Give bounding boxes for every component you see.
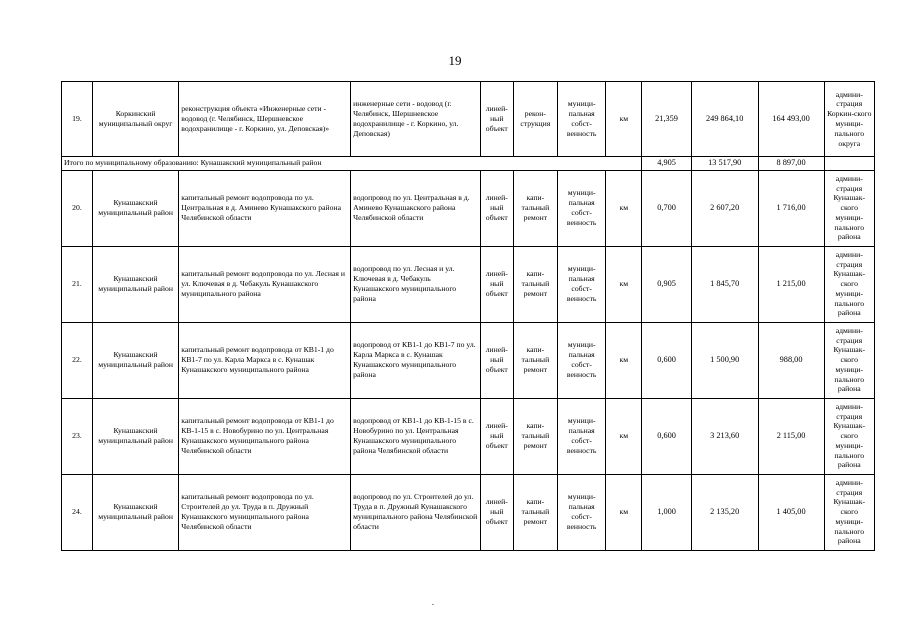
table-row-20: [62, 170, 875, 246]
cell-municipality: Кунашакский муниципальный район: [92, 322, 178, 398]
cell-funds: 1 405,00: [758, 474, 824, 550]
cell-unit: км: [606, 398, 642, 474]
cell-work-type: капи-тальный ремонт: [513, 246, 557, 322]
cell-municipality: Кунашакский муниципальный район: [92, 170, 178, 246]
table-row-22: [62, 322, 875, 398]
cell-object: инженерные сети - водовод (г. Челябинск, Шершневское водохранилище - г. Коркино, ул. Деповская): [351, 82, 481, 157]
cell-unit: км: [606, 322, 642, 398]
cell-municipality: Кунашакский муниципальный район: [92, 398, 178, 474]
cell-object-type: линей-ный объект: [480, 398, 513, 474]
cell-customer: админи-страция Кунашак-ского муници-пального района: [824, 246, 875, 322]
cell-object: водопровод от КВ1-1 до КВ1-7 по ул. Карла Маркса в с. Кунашак Кунашакского муниципального района: [351, 322, 481, 398]
cell-length: 0,700: [642, 170, 691, 246]
cell-length: 21,359: [642, 82, 691, 157]
cell-work: капитальный ремонт водопровода от КВ1-1 до КВ-1-15 в с. Новобурино по ул. Центральная Кунашакского муниципального района Челябинской области: [179, 398, 351, 474]
cell-unit: км: [606, 474, 642, 550]
total-empty-cell: [824, 157, 875, 171]
table-row-21: [62, 246, 875, 322]
cell-length: 0,600: [642, 322, 691, 398]
cell-ownership: муници-пальная собст-венность: [557, 398, 605, 474]
cell-funds: 1 716,00: [758, 170, 824, 246]
cell-object: водопровод по ул. Строителей до ул. Труда в п. Дружный Кунашакского муниципального района Челябинской области: [351, 474, 481, 550]
cell-cost: 2 607,20: [691, 170, 758, 246]
cell-work: капитальный ремонт водопровода от КВ1-1 до КВ1-7 по ул. Карла Маркса в с. Кунашак Кунашакского муниципального района: [179, 322, 351, 398]
cell-cost: 249 864,10: [691, 82, 758, 157]
cell-num: 24.: [62, 474, 93, 550]
cell-unit: км: [606, 246, 642, 322]
table-row-23: [62, 398, 875, 474]
cell-object-type: линей-ный объект: [480, 474, 513, 550]
cell-num: 23.: [62, 398, 93, 474]
cell-ownership: муници-пальная собст-венность: [557, 322, 605, 398]
cell-unit: км: [606, 170, 642, 246]
cell-num: 22.: [62, 322, 93, 398]
total-cost: 13 517,90: [691, 157, 758, 171]
cell-length: 1,000: [642, 474, 691, 550]
cell-customer: админи-страция Кунашак-ского муници-пального района: [824, 398, 875, 474]
objects-table: [61, 81, 875, 551]
table-row-19: [62, 82, 875, 157]
cell-object-type: линей-ный объект: [480, 82, 513, 157]
page-number: 19: [448, 53, 462, 68]
cell-ownership: муници-пальная собст-венность: [557, 170, 605, 246]
cell-unit: км: [606, 82, 642, 157]
table-row-total: [62, 157, 875, 171]
cell-municipality: Коркинский муниципальный округ: [92, 82, 178, 157]
cell-object-type: линей-ный объект: [480, 246, 513, 322]
cell-object: водопровод по ул. Центральная в д. Аминево Кунашакского района Челябинской области: [351, 170, 481, 246]
cell-customer: админи-страция Кунашак-ского муници-пального района: [824, 322, 875, 398]
cell-ownership: муници-пальная собст-венность: [557, 474, 605, 550]
cell-cost: 1 500,90: [691, 322, 758, 398]
cell-customer: админи-страция Кунашак-ского муници-пального района: [824, 170, 875, 246]
cell-work: реконструкция объекта «Инженерные сети - водовод (г. Челябинск, Шершневское водохранилище - г. Коркино, ул. Деповская)»: [179, 82, 351, 157]
scan-speck: [432, 604, 434, 605]
cell-object-type: линей-ный объект: [480, 322, 513, 398]
cell-customer: админи-страция Кунашак-ского муници-пального района: [824, 474, 875, 550]
cell-num: 20.: [62, 170, 93, 246]
table-row-24: [62, 474, 875, 550]
cell-funds: 1 215,00: [758, 246, 824, 322]
cell-num: 21.: [62, 246, 93, 322]
cell-municipality: Кунашакский муниципальный район: [92, 474, 178, 550]
cell-object-type: линей-ный объект: [480, 170, 513, 246]
cell-num: 19.: [62, 82, 93, 157]
cell-work-type: капи-тальный ремонт: [513, 398, 557, 474]
cell-work-type: капи-тальный ремонт: [513, 170, 557, 246]
total-funds: 8 897,00: [758, 157, 824, 171]
cell-object: водопровод от КВ1-1 до КВ-1-15 в с. Новобурино по ул. Центральная Кунашакского муниципального района Челябинской области: [351, 398, 481, 474]
cell-work-type: капи-тальный ремонт: [513, 322, 557, 398]
cell-ownership: муници-пальная собст-венность: [557, 246, 605, 322]
cell-cost: 2 135,20: [691, 474, 758, 550]
cell-work: капитальный ремонт водопровода по ул. Лесная и ул. Ключевая в д. Чебакуль Кунашакского муниципального района: [179, 246, 351, 322]
cell-length: 0,600: [642, 398, 691, 474]
cell-work: капитальный ремонт водопровода по ул. Строителей до ул. Труда в п. Дружный Кунашакского муниципального района Челябинской области: [179, 474, 351, 550]
cell-ownership: муници-пальная собст-венность: [557, 82, 605, 157]
total-length: 4,905: [642, 157, 691, 171]
cell-length: 0,905: [642, 246, 691, 322]
cell-cost: 3 213,60: [691, 398, 758, 474]
cell-funds: 164 493,00: [758, 82, 824, 157]
cell-cost: 1 845,70: [691, 246, 758, 322]
cell-customer: админи-страция Коркин-ского муници-пального округа: [824, 82, 875, 157]
cell-funds: 988,00: [758, 322, 824, 398]
cell-work: капитальный ремонт водопровода по ул. Центральная в д. Аминево Кунашакского района Челябинской области: [179, 170, 351, 246]
cell-work-type: рекон-струкция: [513, 82, 557, 157]
cell-municipality: Кунашакский муниципальный район: [92, 246, 178, 322]
total-label: Итого по муниципальному образованию: Кунашакский муниципальный район: [62, 157, 642, 171]
cell-work-type: капи-тальный ремонт: [513, 474, 557, 550]
cell-funds: 2 115,00: [758, 398, 824, 474]
cell-object: водопровод по ул. Лесная и ул. Ключевая в д. Чебакуль Кунашакского муниципального района: [351, 246, 481, 322]
